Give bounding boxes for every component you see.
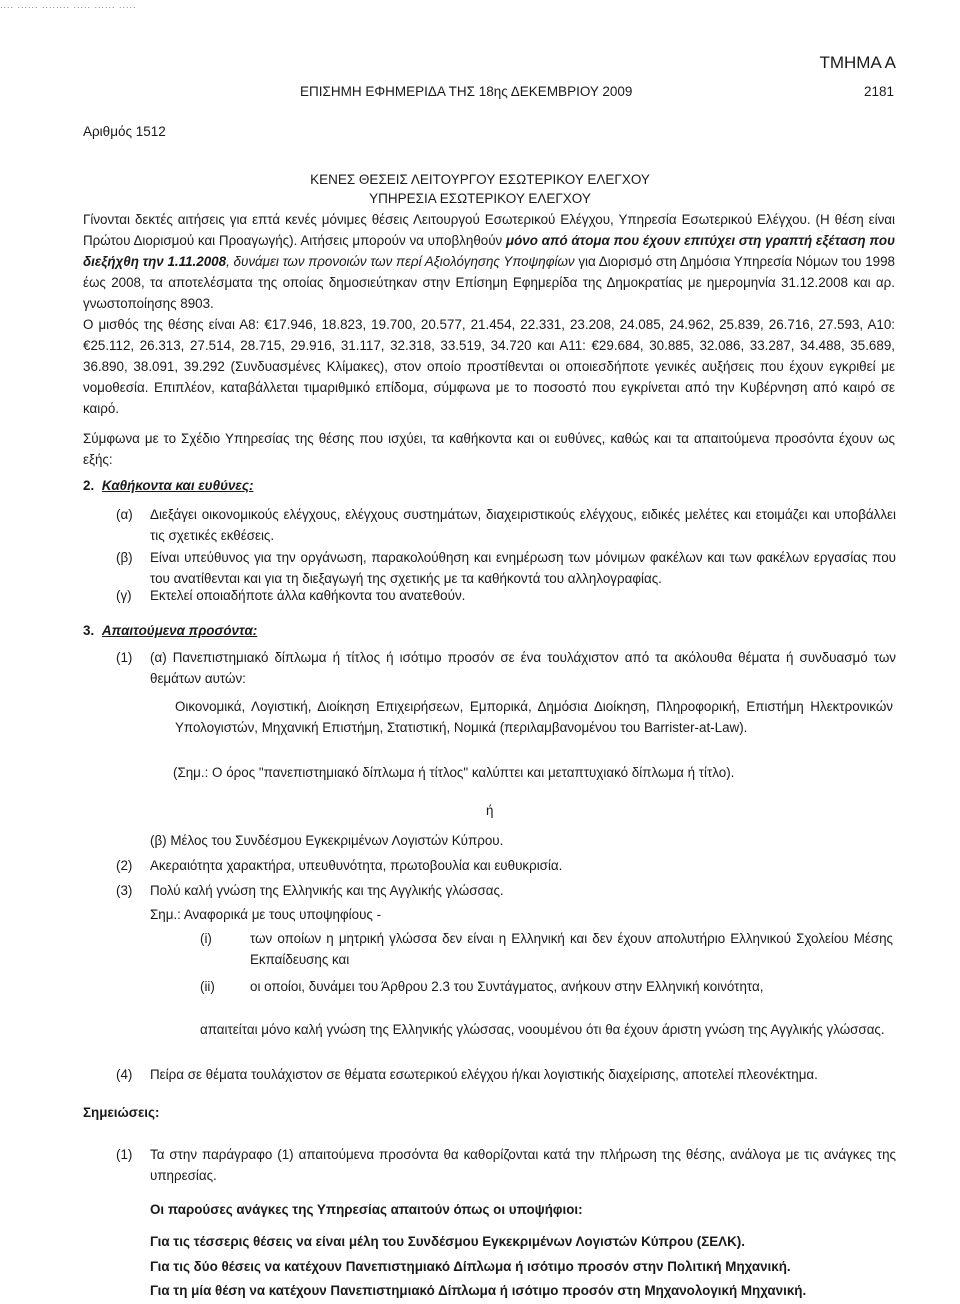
qualification-3-text: Πολύ καλή γνώση της Ελληνικής και της Αγγλικής γλώσσας.: [150, 883, 504, 898]
qualification-1b: (β) Μέλος του Συνδέσμου Εγκεκριμένων Λογιστών Κύπρου.: [150, 833, 504, 848]
intro-text-law: , δυνάμει των προνοιών των περί Αξιολόγησης Υποψηφίων: [226, 254, 575, 269]
language-requirement: απαιτείται μόνο καλή γνώση της Ελληνικής γλώσσας, νοουμένου ότι θα έχουν άριστη γνώση της Αγγλικής γλώσσας.: [200, 1022, 885, 1037]
note-1-text: Τα στην παράγραφο (1) απαιτούμενα προσόντα θα καθορίζονται κατά την πλήρωση της θέσης, ανάλογα με τις ανάγκες της υπηρεσίας.: [150, 1147, 896, 1183]
document-title-line1: ΚΕΝΕΣ ΘΕΣΕΙΣ ΛΕΙΤΟΥΡΓΟΥ ΕΣΩΤΕΡΙΚΟΥ ΕΛΕΓΧΟΥ: [310, 172, 650, 187]
salary-paragraph: Ο μισθός της θέσης είναι Α8: €17.946, 18.823, 19.700, 20.577, 21.454, 22.331, 23.208, 24.085, 24.962, 25.839, 26.716, 27.593, Α10: €25.112, 26.313, 27.514, 28.715, 29.916, 31.117, 32.318, 33.519, 34.720 και Α11: €29.684, 30.885, 32.086, 33.287, 34.488, 35.689, 36.890, 38.091, 39.292 (Συνδυασμένες Κλίμακες), στον οποίο προστίθενται οι οποιεσδήποτε γενικές αυξήσεις που έχουν εγκριθεί με νομοθεσία. Επιπλέον, καταβάλλεται τιμαριθμικό επίδομα, σύμφωνα με το ποσοστό που εγκρίνεται από την Κυβέρνηση από καιρό σε καιρό.: [83, 317, 895, 416]
qualifications-heading: [83, 623, 257, 638]
notes-heading: Σημειώσεις:: [83, 1105, 160, 1120]
current-needs: Οι παρούσες ανάγκες της Υπηρεσίας απαιτούν όπως οι υποψήφιοι:: [150, 1202, 583, 1217]
duty-item-label: (β): [116, 550, 133, 565]
or-separator: ή: [486, 803, 494, 818]
language-case-ii-label: (ii): [200, 979, 215, 994]
duties-number: 2.: [83, 478, 95, 493]
language-case-i-text: των οποίων η μητρική γλώσσα δεν είναι η Ελληνική και δεν έχουν απολυτήριο Ελληνικού Σχολείου Μέσης Εκπαίδευσης και: [250, 931, 893, 967]
language-case-ii-text: οι οποίοι, δυνάμει του Άρθρου 2.3 του Συντάγματος, ανήκουν στην Ελληνική κοινότητα,: [250, 979, 764, 994]
needs-line-1: Για τις τέσσερις θέσεις να είναι μέλη του Συνδέσμου Εγκεκριμένων Λογιστών Κύπρου (ΣΕΛΚ).: [150, 1234, 745, 1249]
qualification-4: [116, 1064, 896, 1106]
note-1-label: (1): [116, 1147, 133, 1162]
qualification-2: [116, 855, 896, 876]
intro-text-emphasis: μόνο από άτομα που έχουν επιτύχει στη γραπτή εξέταση που διεξήχθη την 1.11.2008: [83, 233, 895, 269]
qualification-4-text: Πείρα σε θέματα τουλάχιστον σε θέματα εσωτερικού ελέγχου ή/και λογιστικής διαχείρισης, αποτελεί πλεονέκτημα.: [150, 1067, 818, 1082]
qualification-2-text: Ακεραιότητα χαρακτήρα, υπευθυνότητα, πρωτοβουλία και ευθυκρισία.: [150, 858, 563, 873]
section-label: ΤΜΗΜΑ Α: [819, 53, 896, 72]
qualification-3-label: (3): [116, 883, 133, 898]
document-title-line2: ΥΠΗΡΕΣΙΑ ΕΣΩΤΕΡΙΚΟΥ ΕΛΕΓΧΟΥ: [369, 191, 591, 206]
language-case-i: [200, 928, 893, 970]
duty-item: [116, 547, 896, 589]
duty-item-label: (α): [116, 507, 133, 522]
qualification-1: [116, 647, 896, 689]
intro-text-a: Γίνονται δεκτές αιτήσεις για επτά κενές μόνιμες θέσεις Λειτουργού Εσωτερικού Ελέγχου, Υπηρεσία Εσωτερικού Ελέγχου. (Η θέση είναι Πρώτου Διορισμού και Προαγωγής). Αιτήσεις μπορούν να υποβληθούν: [83, 212, 895, 248]
duty-item: [116, 585, 896, 606]
qualifications-title: Απαιτούμενα προσόντα:: [101, 623, 258, 638]
qualification-1-text: (α) Πανεπιστημιακό δίπλωμα ή τίτλος ή ισότιμο προσόν σε ένα τουλάχιστον από τα ακόλουθα θέματα ή συνδυασμό των θεμάτων αυτών:: [150, 650, 896, 686]
language-case-i-label: (i): [200, 931, 212, 946]
duties-title: Καθήκοντα και ευθύνες:: [101, 478, 254, 493]
duty-item-text: Διεξάγει οικονομικούς ελέγχους, ελέγχους συστημάτων, διαχειριστικούς ελέγχους, ειδικές μελέτες και ετοιμάζει και υποβάλλει τις σχετικές εκθέσεις.: [150, 507, 896, 543]
gazette-title: ΕΠΙΣΗΜΗ ΕΦΗΜΕΡΙΔΑ ΤΗΣ 18ης ΔΕΚΕΜΒΡΙΟΥ 2009: [300, 84, 633, 99]
needs-line-2: Για τις δύο θέσεις να κατέχουν Πανεπιστημιακό Δίπλωμα ή ισότιμο προσόν στην Πολιτική Μηχανική.: [150, 1259, 791, 1274]
notice-number: Αριθμός 1512: [83, 124, 166, 139]
qualification-1-label: (1): [116, 650, 133, 665]
qualifications-number: 3.: [83, 623, 95, 638]
subjects-list: Οικονομικά, Λογιστική, Διοίκηση Επιχειρήσεων, Εμπορικά, Δημόσια Διοίκηση, Πληροφορική, Επιστήμη Ηλεκτρονικών Υπολογιστών, Μηχανική Επιστήμη, Στατιστική, Νομικά (περιλαμβανομένου του Barrister-at-Law).: [175, 699, 893, 735]
page-number: 2181: [863, 84, 894, 99]
diploma-note: (Σημ.: Ο όρος "πανεπιστημιακό δίπλωμα ή τίτλος" καλύπτει και μεταπτυχιακό δίπλωμα ή τίτλο).: [173, 765, 735, 780]
duty-item-text: Εκτελεί οποιαδήποτε άλλα καθήκοντα του ανατεθούν.: [150, 588, 466, 603]
qualification-3: [116, 880, 896, 901]
intro-text-d: για Διορισμό στη Δημόσια Υπηρεσία Νόμων του 1998 έως 2008, τα αποτελέσματα της οποίας δημοσιεύτηκαν στην Επίσημη Εφημερίδα της Δημοκρατίας με ημερομηνία 31.12.2008 και αρ. γνωστοποίησης 8903.: [83, 254, 895, 311]
needs-line-3: Για τη μία θέση να κατέχουν Πανεπιστημιακό Δίπλωμα ή ισότιμο προσόν στη Μηχανολογική Μηχανική.: [150, 1283, 807, 1298]
note-1: [116, 1144, 896, 1186]
duties-heading: [83, 478, 253, 493]
language-note: Σημ.: Αναφορικά με τους υποψηφίους -: [150, 907, 382, 922]
intro-paragraph: [83, 209, 895, 314]
language-case-ii: [200, 976, 893, 1018]
qualification-4-label: (4): [116, 1067, 133, 1082]
duties-intro-paragraph: Σύμφωνα με το Σχέδιο Υπηρεσίας της θέσης που ισχύει, τα καθήκοντα και οι ευθύνες, καθώς και τα απαιτούμενα προσόντα έχουν ως εξής:: [83, 431, 895, 467]
duty-item: [116, 504, 896, 546]
corner-marks: .... ...... ........ ..... ...... .....: [0, 0, 137, 10]
duty-item-label: (γ): [116, 588, 132, 603]
qualification-2-label: (2): [116, 858, 133, 873]
duty-item-text: Είναι υπεύθυνος για την οργάνωση, παρακολούθηση και ενημέρωση των μόνιμων φακέλων και των φακέλων εργασίας που του ανατίθενται και για τη διεξαγωγή της σχετικής με τα καθήκοντά του αλληλογραφίας.: [150, 550, 896, 586]
